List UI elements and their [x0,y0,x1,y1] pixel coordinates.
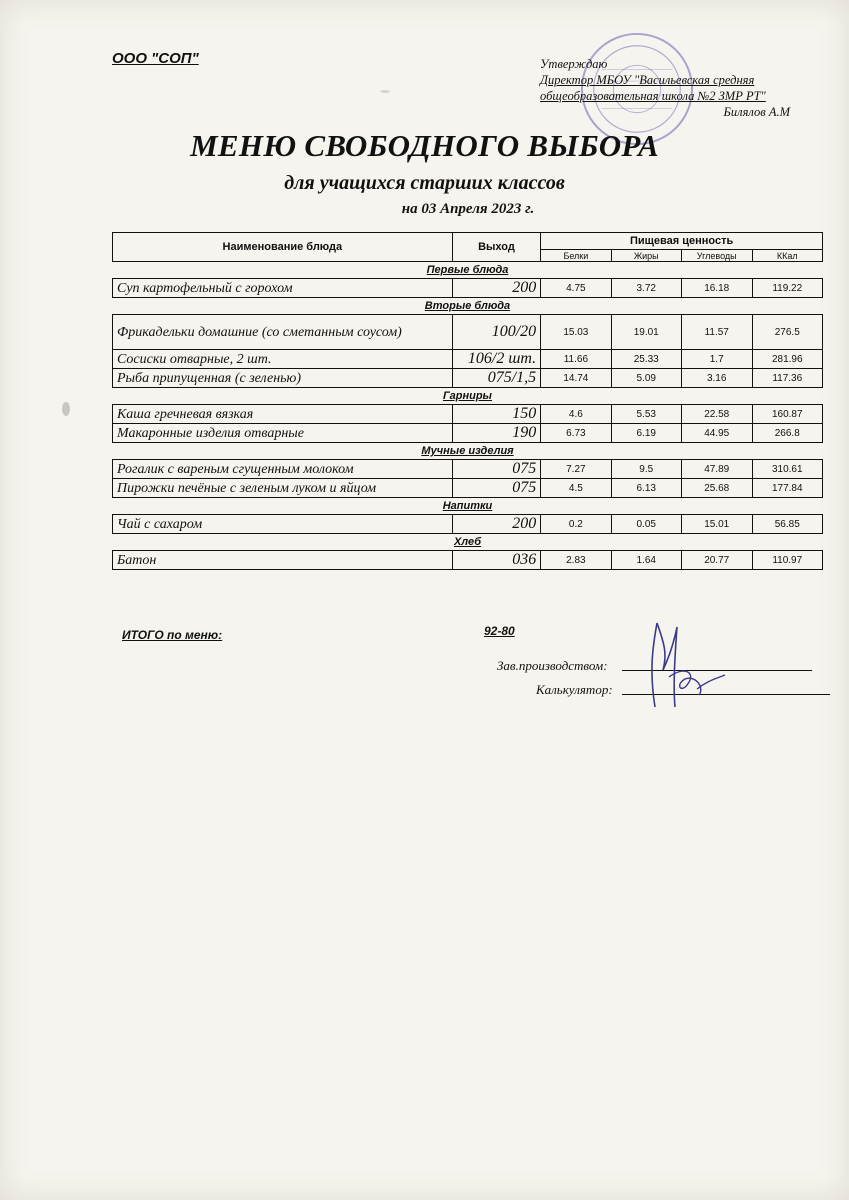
protein-value: 14.74 [541,369,611,388]
carbs-value: 25.68 [681,479,752,498]
protein-value: 11.66 [541,350,611,369]
organization-name: ООО "СОП" [112,50,199,67]
table-row [113,460,823,479]
fat-value: 5.53 [611,405,681,424]
protein-value: 4.75 [541,279,611,298]
kcal-value: 281.96 [752,350,822,369]
calculator-label: Калькулятор: [536,682,613,697]
fat-value: 5.09 [611,369,681,388]
paper-smudge [380,90,390,93]
kcal-value: 160.87 [752,405,822,424]
dish-yield: 106/2 шт. [452,350,540,369]
approval-heading: Утверждаю [540,57,608,71]
dish-name: Чай с сахаром [113,515,453,534]
total-value: 92-80 [484,624,515,638]
section-title: Первые блюда [426,264,509,276]
table-row [113,369,823,388]
dish-name: Пирожки печёные с зеленым луком и яйцом [113,479,453,498]
page-title: МЕНЮ СВОБОДНОГО ВЫБОРА [190,128,659,163]
carbs-value: 44.95 [681,424,752,443]
protein-value: 4.6 [541,405,611,424]
dish-yield: 200 [452,515,540,534]
section-title: Гарниры [443,390,492,402]
kcal-value: 56.85 [752,515,822,534]
section-title: Мучные изделия [421,445,514,457]
table-row [113,315,823,350]
protein-value: 7.27 [541,460,611,479]
table-row [113,279,823,298]
carbs-value: 1.7 [681,350,752,369]
dish-name: Фрикадельки домашние (со сметанным соусом) [113,315,453,350]
section-row [113,262,823,279]
fat-value: 25.33 [611,350,681,369]
section-title: Хлеб [453,536,482,548]
production-manager-label: Зав.производством: [497,658,608,673]
protein-value: 2.83 [541,551,611,570]
header-yield: Выход [452,233,540,262]
fat-value: 6.19 [611,424,681,443]
kcal-value: 110.97 [752,551,822,570]
dish-yield: 036 [452,551,540,570]
table-row [113,479,823,498]
carbs-value: 3.16 [681,369,752,388]
kcal-value: 177.84 [752,479,822,498]
paper-smudge [62,402,70,416]
header-kcal: ККал [752,250,822,262]
carbs-value: 11.57 [681,315,752,350]
handwritten-signature [635,615,730,715]
carbs-value: 15.01 [681,515,752,534]
fat-value: 9.5 [611,460,681,479]
section-row [113,443,823,460]
total-label: ИТОГО по меню: [122,628,223,642]
dish-yield: 100/20 [452,315,540,350]
carbs-value: 20.77 [681,551,752,570]
dish-yield: 075 [452,460,540,479]
kcal-value: 276.5 [752,315,822,350]
table-row [113,551,823,570]
header-dish-name: Наименование блюда [113,233,453,262]
header-carbs: Углеводы [681,250,752,262]
dish-name: Рыба припущенная (с зеленью) [113,369,453,388]
approval-block [540,56,830,120]
dish-yield: 150 [452,405,540,424]
dish-name: Суп картофельный с горохом [113,279,453,298]
carbs-value: 22.58 [681,405,752,424]
protein-value: 15.03 [541,315,611,350]
section-row [113,498,823,515]
dish-name: Рогалик с вареным сгущенным молоком [113,460,453,479]
section-row [113,388,823,405]
kcal-value: 266.8 [752,424,822,443]
kcal-value: 117.36 [752,369,822,388]
menu-table [112,232,823,570]
section-row [113,534,823,551]
dish-name: Сосиски отварные, 2 шт. [113,350,453,369]
fat-value: 0.05 [611,515,681,534]
section-title: Вторые блюда [424,300,511,312]
menu-date: на 03 Апреля 2023 г. [401,201,535,217]
kcal-value: 310.61 [752,460,822,479]
section-row [113,298,823,315]
fat-value: 1.64 [611,551,681,570]
protein-value: 6.73 [541,424,611,443]
carbs-value: 47.89 [681,460,752,479]
protein-value: 0.2 [541,515,611,534]
table-row [113,424,823,443]
dish-yield: 190 [452,424,540,443]
fat-value: 6.13 [611,479,681,498]
fat-value: 3.72 [611,279,681,298]
table-row [113,405,823,424]
protein-value: 4.5 [541,479,611,498]
kcal-value: 119.22 [752,279,822,298]
page-subtitle: для учащихся старших классов [284,172,565,194]
header-nutrition: Пищевая ценность [541,233,823,250]
table-row [113,350,823,369]
carbs-value: 16.18 [681,279,752,298]
dish-yield: 075/1,5 [452,369,540,388]
header-protein: Белки [541,250,611,262]
dish-yield: 200 [452,279,540,298]
section-title: Напитки [442,500,493,512]
dish-name: Батон [113,551,453,570]
table-row [113,515,823,534]
approval-position: Директор МБОУ "Васильевская средняя [540,73,755,87]
dish-name: Каша гречневая вязкая [113,405,453,424]
header-fat: Жиры [611,250,681,262]
approval-signer: Билялов А.М [723,105,790,119]
dish-name: Макаронные изделия отварные [113,424,453,443]
fat-value: 19.01 [611,315,681,350]
approval-school: общеобразовательная школа №2 ЗМР РТ" [540,89,766,103]
dish-yield: 075 [452,479,540,498]
